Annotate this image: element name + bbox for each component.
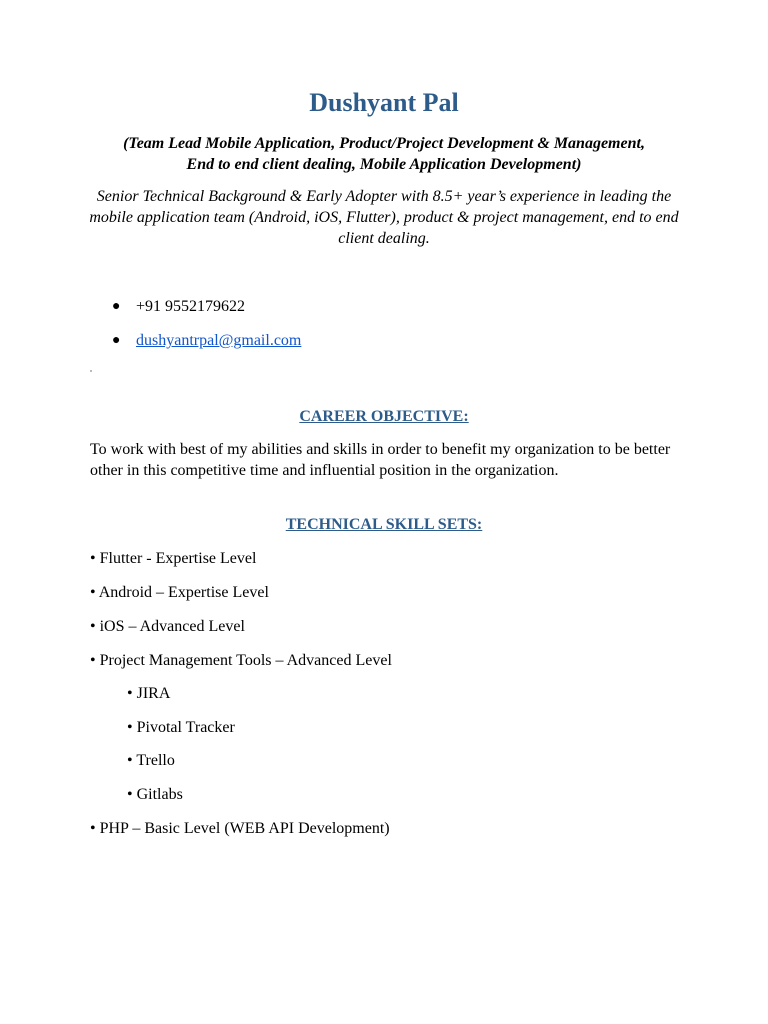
skill-item-pm-tools: • Project Management Tools – Advanced Level — [90, 652, 392, 669]
career-objective-heading: CAREER OBJECTIVE: — [299, 408, 469, 425]
subskill-item-gitlabs: • Gitlabs — [127, 786, 183, 803]
skill-item-android: • Android – Expertise Level — [90, 584, 269, 601]
technical-skills-heading: TECHNICAL SKILL SETS: — [285, 516, 483, 533]
career-objective-text: To work with best of my abilities and skills in order to benefit my organization to be better other in this competitive time and influential position in the organization. — [90, 441, 671, 479]
email-link[interactable]: dushyantrpal@gmail.com — [136, 332, 302, 349]
stray-mark — [90, 370, 92, 372]
skill-item-php: • PHP – Basic Level (WEB API Development) — [90, 820, 390, 837]
candidate-name: Dushyant Pal — [309, 88, 459, 117]
subskill-item-jira: • JIRA — [127, 685, 171, 702]
role-line-1: (Team Lead Mobile Application, Product/Project Development & Management, — [123, 135, 645, 152]
email-item — [112, 330, 301, 352]
bullet-icon: ● — [112, 299, 121, 314]
subskill-item-pivotal-tracker: • Pivotal Tracker — [127, 719, 235, 736]
profile-summary: Senior Technical Background & Early Adopter with 8.5+ year’s experience in leading the mobile application team (Android, iOS, Flutter), product & project management, end to end client dealing. — [89, 188, 679, 247]
skill-item-flutter: • Flutter - Expertise Level — [90, 550, 257, 567]
skill-item-ios: • iOS – Advanced Level — [90, 618, 245, 635]
phone-number: +91 9552179622 — [136, 298, 246, 315]
bullet-icon: ● — [112, 333, 121, 348]
phone-item — [112, 296, 245, 318]
role-summary — [60, 133, 708, 175]
subskill-item-trello: • Trello — [127, 752, 175, 769]
role-line-2: End to end client dealing, Mobile Application Development) — [186, 156, 582, 173]
